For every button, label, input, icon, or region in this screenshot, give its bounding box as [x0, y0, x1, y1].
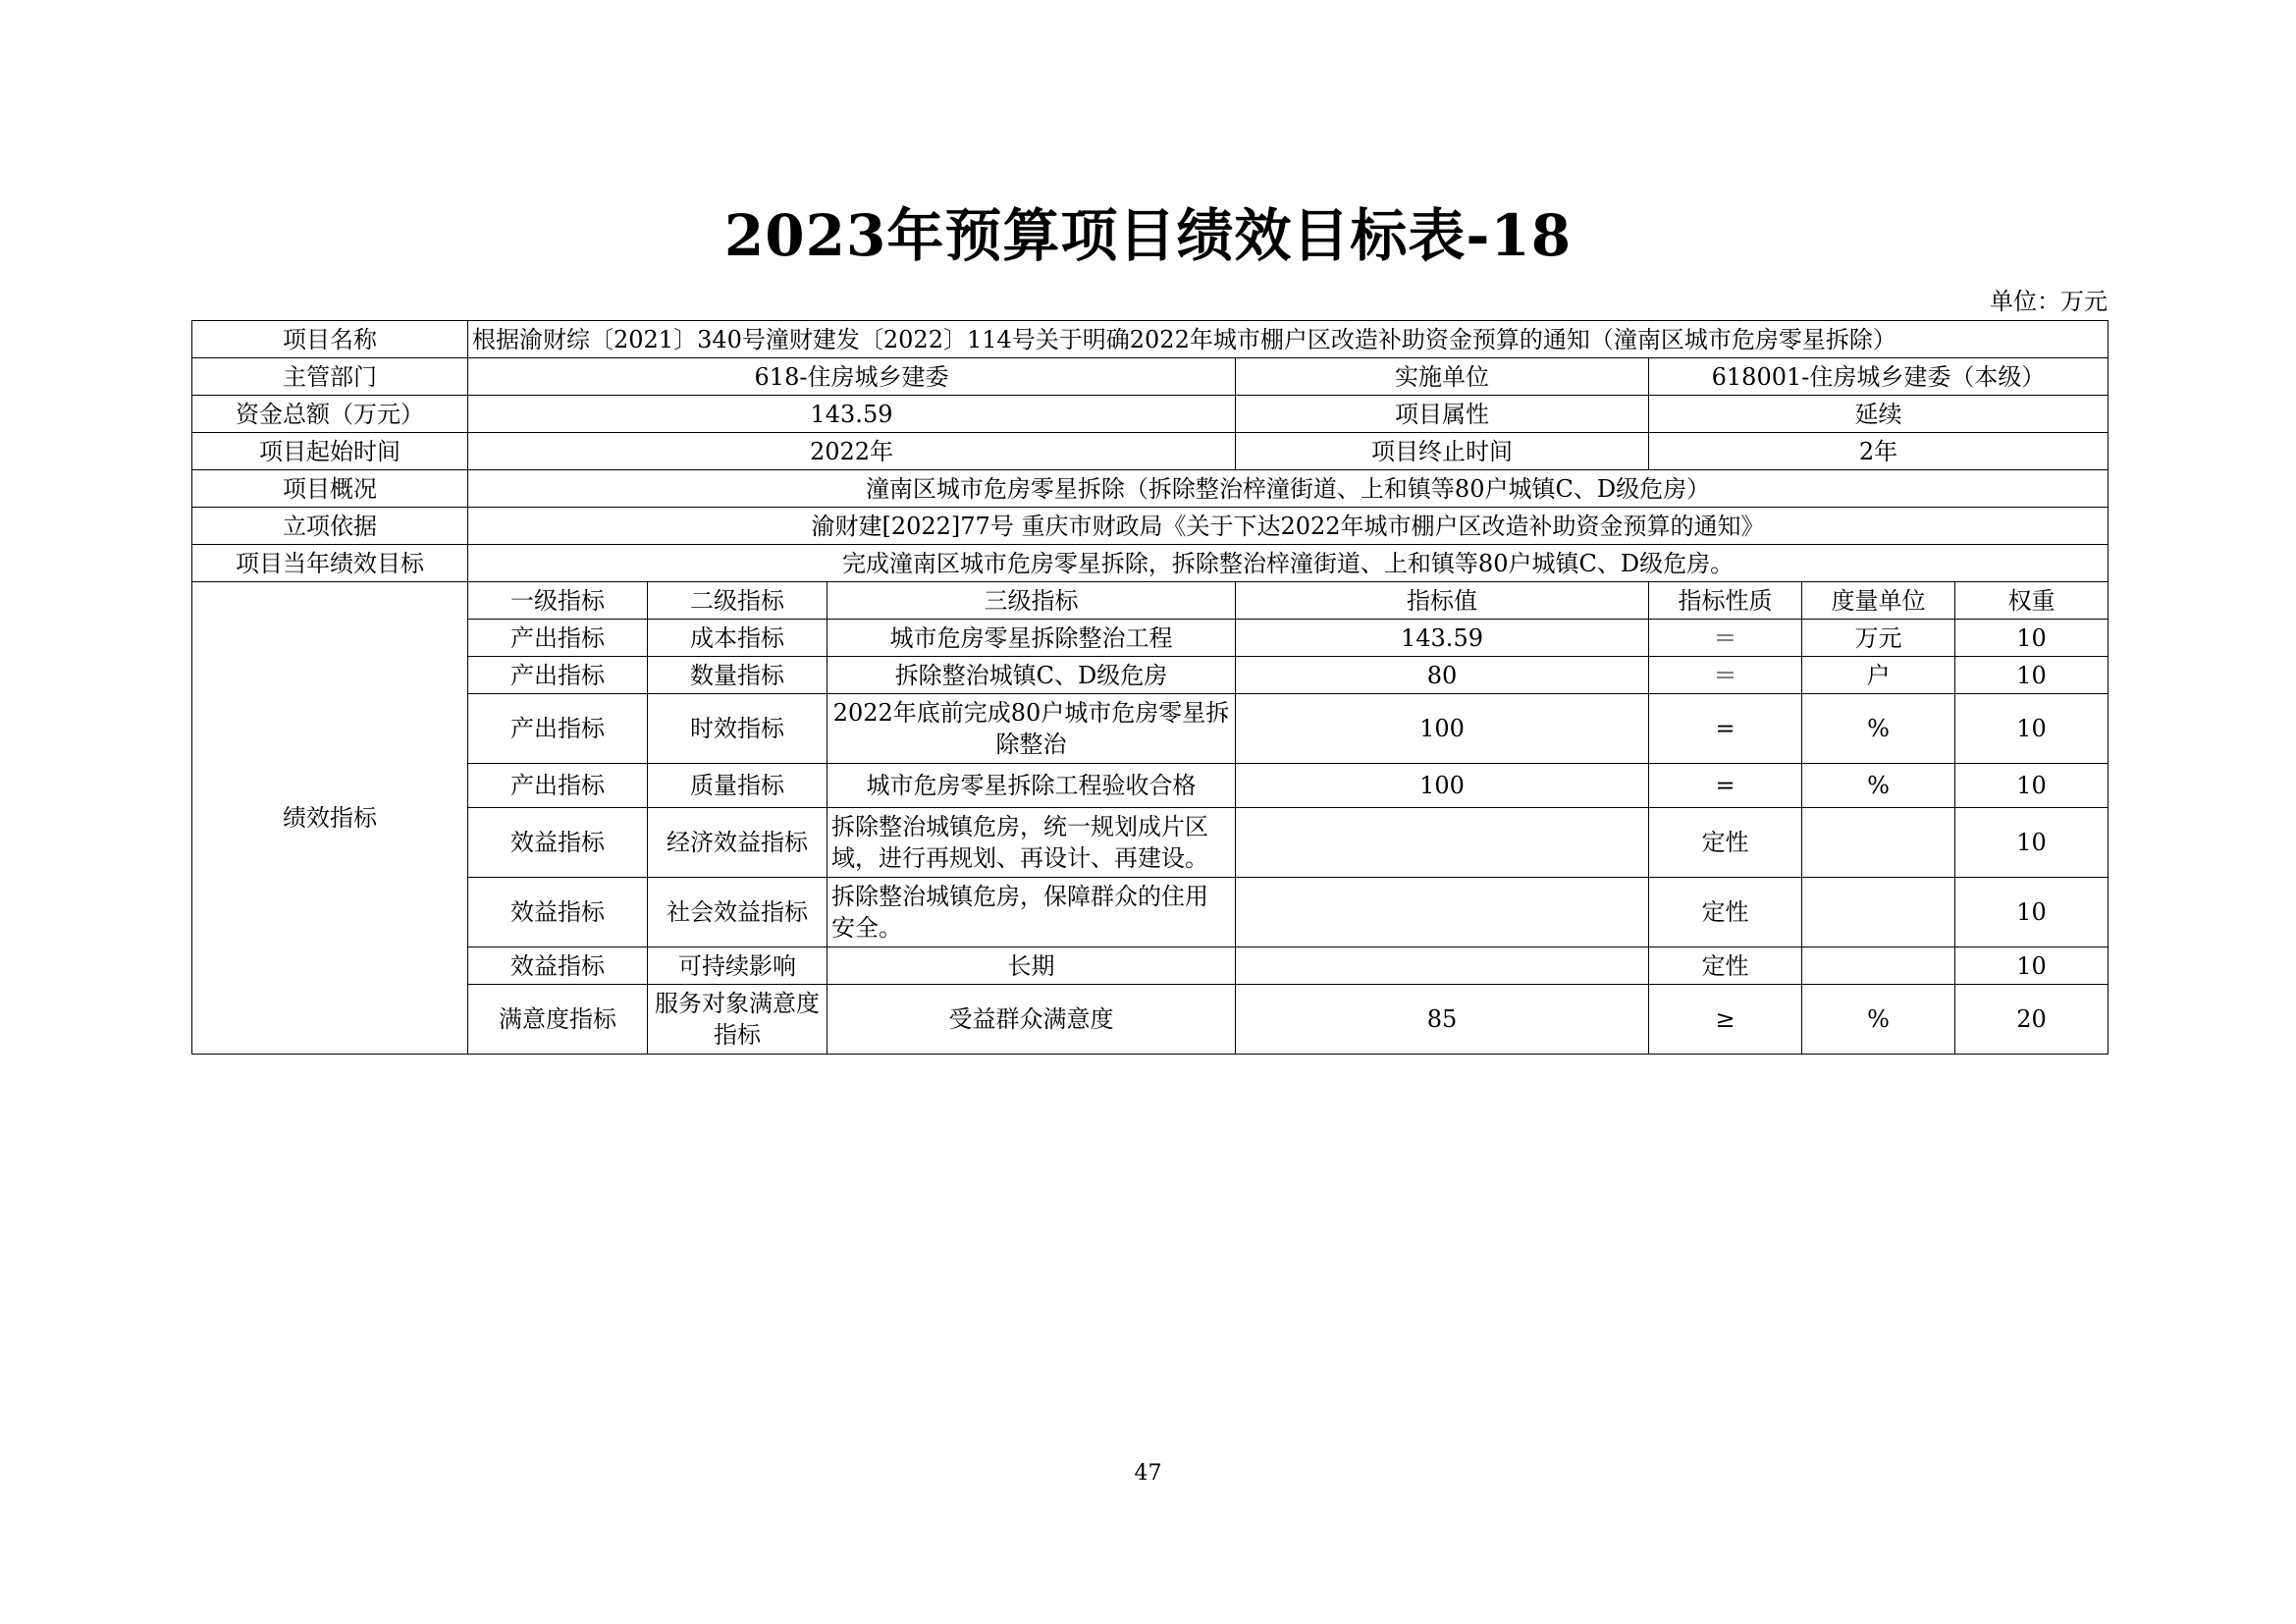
table-row	[192, 947, 2109, 985]
page-title: 2023年预算项目绩效目标表-18	[723, 202, 1573, 269]
impl-label: 实施单位	[1236, 358, 1649, 396]
cell-nature: ＝	[1649, 620, 1802, 657]
cell-unit: %	[1802, 985, 1955, 1055]
cell-unit	[1802, 808, 1955, 878]
cell-l2: 经济效益指标	[648, 808, 828, 878]
end-value: 2年	[1649, 433, 2109, 470]
header-value: 指标值	[1236, 582, 1649, 620]
cell-l3: 长期	[828, 947, 1236, 985]
cell-l2: 可持续影响	[648, 947, 828, 985]
cell-l1: 产出指标	[468, 657, 648, 694]
cell-value	[1236, 947, 1649, 985]
basis-label: 立项依据	[192, 508, 468, 545]
row-project-name	[192, 321, 2109, 358]
basis-value: 渝财建[2022]77号 重庆市财政局《关于下达2022年城市棚户区改造补助资金预算的通知》	[468, 508, 2109, 545]
row-dept	[192, 358, 2109, 396]
cell-weight: 10	[1955, 620, 2109, 657]
cell-value: 143.59	[1236, 620, 1649, 657]
cell-value: 85	[1236, 985, 1649, 1055]
cell-l3: 2022年底前完成80户城市危房零星拆除整治	[828, 694, 1236, 764]
fund-value: 143.59	[468, 396, 1236, 433]
header-l3: 三级指标	[828, 582, 1236, 620]
cell-l2: 成本指标	[648, 620, 828, 657]
start-value: 2022年	[468, 433, 1236, 470]
cell-weight: 10	[1955, 808, 2109, 878]
cell-l2: 时效指标	[648, 694, 828, 764]
table-row	[192, 694, 2109, 764]
start-label: 项目起始时间	[192, 433, 468, 470]
table-row	[192, 620, 2109, 657]
cell-weight: 10	[1955, 878, 2109, 947]
header-weight: 权重	[1955, 582, 2109, 620]
page-number: 47	[1134, 1461, 1162, 1486]
cell-unit: 户	[1802, 657, 1955, 694]
header-nature: 指标性质	[1649, 582, 1802, 620]
table-row	[192, 878, 2109, 947]
header-l2: 二级指标	[648, 582, 828, 620]
cell-l3: 拆除整治城镇危房，统一规划成片区域，进行再规划、再设计、再建设。	[828, 808, 1236, 878]
cell-l1: 产出指标	[468, 764, 648, 808]
attr-value: 延续	[1649, 396, 2109, 433]
cell-l2: 质量指标	[648, 764, 828, 808]
goal-value: 完成潼南区城市危房零星拆除，拆除整治梓潼街道、上和镇等80户城镇C、D级危房。	[468, 545, 2109, 582]
cell-l1: 效益指标	[468, 808, 648, 878]
indicator-header-row	[192, 582, 2109, 620]
row-fund	[192, 396, 2109, 433]
cell-value	[1236, 878, 1649, 947]
cell-unit: 万元	[1802, 620, 1955, 657]
cell-nature: =	[1649, 694, 1802, 764]
row-overview	[192, 470, 2109, 508]
overview-label: 项目概况	[192, 470, 468, 508]
goal-label: 项目当年绩效目标	[192, 545, 468, 582]
cell-l1: 效益指标	[468, 947, 648, 985]
dept-value: 618-住房城乡建委	[468, 358, 1236, 396]
cell-value	[1236, 808, 1649, 878]
cell-l1: 产出指标	[468, 694, 648, 764]
end-label: 项目终止时间	[1236, 433, 1649, 470]
table-row	[192, 764, 2109, 808]
header-l1: 一级指标	[468, 582, 648, 620]
project-name-value: 根据渝财综〔2021〕340号潼财建发〔2022〕114号关于明确2022年城市棚户区改造补助资金预算的通知（潼南区城市危房零星拆除）	[468, 321, 2109, 358]
cell-l1: 效益指标	[468, 878, 648, 947]
table-row	[192, 657, 2109, 694]
cell-unit: %	[1802, 764, 1955, 808]
cell-nature: =	[1649, 764, 1802, 808]
cell-l3: 城市危房零星拆除工程验收合格	[828, 764, 1236, 808]
cell-l2: 数量指标	[648, 657, 828, 694]
cell-l3: 拆除整治城镇危房，保障群众的住用安全。	[828, 878, 1236, 947]
cell-l2: 服务对象满意度指标	[648, 985, 828, 1055]
cell-nature: ＝	[1649, 657, 1802, 694]
cell-l3: 拆除整治城镇C、D级危房	[828, 657, 1236, 694]
indicator-section-label: 绩效指标	[192, 582, 468, 1055]
cell-unit	[1802, 878, 1955, 947]
overview-value: 潼南区城市危房零星拆除（拆除整治梓潼街道、上和镇等80户城镇C、D级危房）	[468, 470, 2109, 508]
cell-value: 100	[1236, 694, 1649, 764]
cell-l1: 产出指标	[468, 620, 648, 657]
cell-weight: 10	[1955, 764, 2109, 808]
cell-value: 80	[1236, 657, 1649, 694]
cell-nature: 定性	[1649, 947, 1802, 985]
fund-label: 资金总额（万元）	[192, 396, 468, 433]
table-row	[192, 985, 2109, 1055]
header-unit: 度量单位	[1802, 582, 1955, 620]
row-basis	[192, 508, 2109, 545]
row-goal	[192, 545, 2109, 582]
dept-label: 主管部门	[192, 358, 468, 396]
table-row	[192, 808, 2109, 878]
unit-label: 单位：万元	[1990, 288, 2108, 315]
cell-l1: 满意度指标	[468, 985, 648, 1055]
cell-nature: ≥	[1649, 985, 1802, 1055]
cell-l3: 城市危房零星拆除整治工程	[828, 620, 1236, 657]
cell-unit: %	[1802, 694, 1955, 764]
cell-weight: 20	[1955, 985, 2109, 1055]
performance-table	[191, 320, 2109, 1055]
project-name-label: 项目名称	[192, 321, 468, 358]
cell-weight: 10	[1955, 657, 2109, 694]
cell-unit	[1802, 947, 1955, 985]
cell-l2: 社会效益指标	[648, 878, 828, 947]
cell-nature: 定性	[1649, 878, 1802, 947]
impl-value: 618001-住房城乡建委（本级）	[1649, 358, 2109, 396]
cell-weight: 10	[1955, 947, 2109, 985]
cell-value: 100	[1236, 764, 1649, 808]
cell-l3: 受益群众满意度	[828, 985, 1236, 1055]
cell-nature: 定性	[1649, 808, 1802, 878]
row-time	[192, 433, 2109, 470]
cell-weight: 10	[1955, 694, 2109, 764]
attr-label: 项目属性	[1236, 396, 1649, 433]
